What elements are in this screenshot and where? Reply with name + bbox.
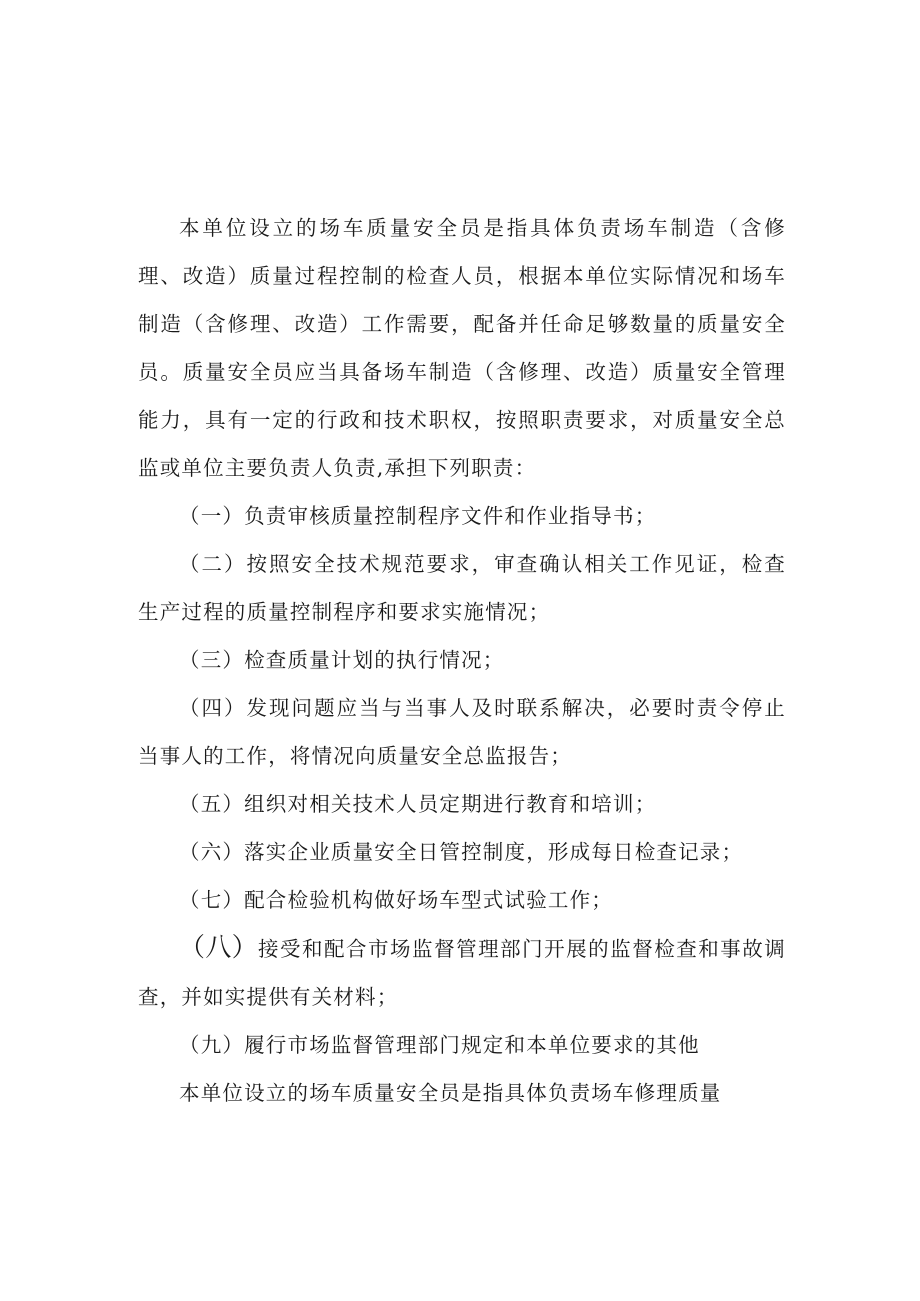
duty-item-2: （二）按照安全技术规范要求，审查确认相关工作见证，检查生产过程的质量控制程序和要求实施情况； bbox=[138, 552, 786, 624]
intro-paragraph: 本单位设立的场车质量安全员是指具体负责场车制造（含修理、改造）质量过程控制的检查人员，根据本单位实际情况和场车制造（含修理、改造）工作需要，配备并任命足够数量的质量安全员。质量安全员应当具备场车制造（含修理、改造）质量安全管理能力，具有一定的行政和技术职权，按照职责要求，对质量安全总监或单位主要负责人负责,承担下列职责： bbox=[138, 216, 786, 480]
duty-item-3: （三）检查质量计划的执行情况； bbox=[179, 648, 505, 672]
duty-item-8-text: 接受和配合市场监督管理部门开展的监督检查和事故调查，并如实提供有关材料； bbox=[138, 937, 786, 1009]
duty-item-5: （五）组织对相关技术人员定期进行教育和培训； bbox=[179, 792, 657, 816]
duty-item-6: （六）落实企业质量安全日管控制度，形成每日检查记录； bbox=[179, 840, 744, 864]
duty-item-1: （一）负责审核质量控制程序文件和作业指导书； bbox=[179, 504, 657, 528]
duty-item-8 bbox=[138, 924, 786, 1021]
duty-item-7: （七）配合检验机构做好场车型式试验工作； bbox=[179, 888, 613, 912]
duty-item-9: （九）履行市场监督管理部门规定和本单位要求的其他 bbox=[179, 1033, 700, 1057]
document-body bbox=[138, 204, 786, 1117]
duty-item-8-marker: （八） bbox=[179, 933, 258, 963]
duty-item-4: （四）发现问题应当与当事人及时联系解决，必要时责令停止当事人的工作，将情况向质量安全总监报告； bbox=[138, 696, 786, 768]
closing-paragraph: 本单位设立的场车质量安全员是指具体负责场车修理质量 bbox=[179, 1081, 722, 1105]
